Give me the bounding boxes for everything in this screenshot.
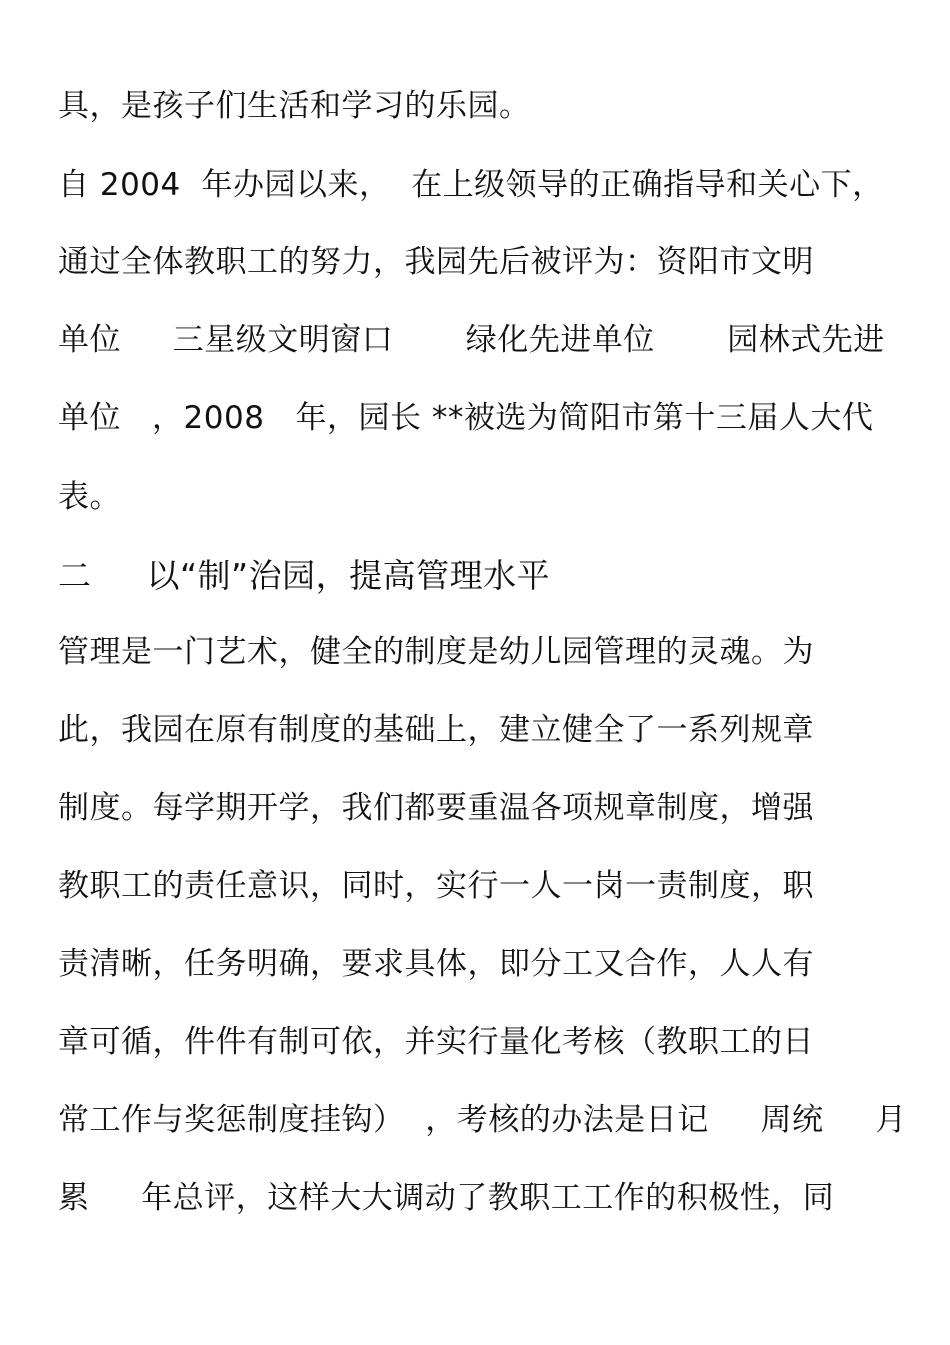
paragraph-line-12: 章可循，件件有制可依，并实行量化考核（教职工的日 [58,1024,814,1060]
paragraph-line-4: 单位 三星级文明窗口 绿化先进单位 园林式先进 [58,322,885,358]
paragraph-line-5: 单位 ，2008 年，园长 **被选为简阳市第十三届人大代 [58,400,874,436]
paragraph-line-14: 累 年总评，这样大大调动了教职工工作的积极性，同 [58,1180,835,1216]
paragraph-line-11: 责清晰，任务明确，要求具体，即分工又合作，人人有 [58,946,814,982]
paragraph-line-1: 具，是孩子们生活和学习的乐园。 [58,88,531,124]
paragraph-line-6: 表。 [58,479,121,515]
paragraph-line-9: 制度。每学期开学，我们都要重温各项规章制度，增强 [58,790,814,826]
paragraph-line-2: 自 2004 年办园以来， 在上级领导的正确指导和关心下， [58,167,884,203]
paragraph-line-13: 常工作与奖惩制度挂钩） ，考核的办法是日记 周统 月 [58,1102,907,1138]
section-heading: 二 以“制”治园，提高管理水平 [58,556,551,595]
paragraph-line-10: 教职工的责任意识，同时，实行一人一岗一责制度，职 [58,868,814,904]
paragraph-line-7: 管理是一门艺术，健全的制度是幼儿园管理的灵魂。为 [58,634,814,670]
paragraph-line-3: 通过全体教职工的努力，我园先后被评为：资阳市文明 [58,244,814,280]
paragraph-line-8: 此，我园在原有制度的基础上，建立健全了一系列规章 [58,712,814,748]
